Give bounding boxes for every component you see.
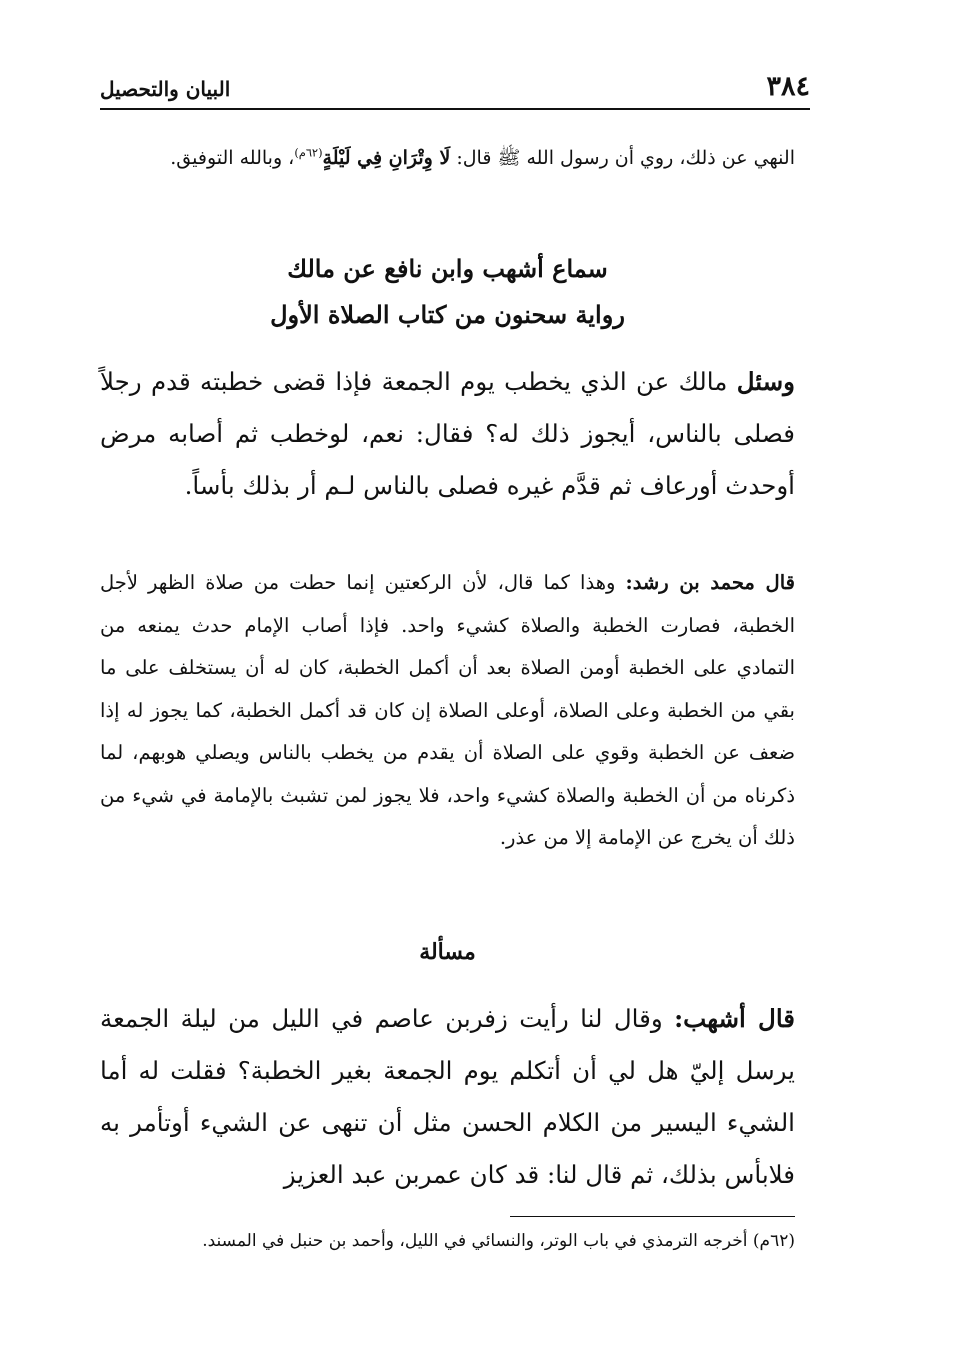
ashhab-text: وقال لنا رأيت زفربن عاصم في الليل من ليلة الجمعة يرسل إليّ هل لي أن أتكلم يوم الجمعة بغير الخطبة؟ فقلت له أما الشيء اليسير من الكلام الحسن مثل أن تنهى عن الشيء أوتأمر به فلابأس بذلك، ثم قال لنا: قد كان عمربن عبد العزيز (100, 1004, 795, 1189)
footnote-divider (510, 1216, 795, 1217)
footnote-marker: (٦٢م) (752, 1231, 795, 1251)
masala-heading: مسألة (419, 939, 476, 965)
intro-paragraph (100, 138, 795, 178)
commentary-paragraph (100, 562, 795, 860)
commentary-text: وهذا كما قال، لأن الركعتين إنما حطت من صلاة الظهر لأجل الخطبة، فصارت الخطبة والصلاة كشيء واحد. فإذا أصاب الإمام حدث يمنعه من التمادي على الخطبة أومن الصلاة بعد أن أكمل الخطبة، كان له أن يستخلف على ما بقي من الخطبة وعلى الصلاة، أوعلى الصلاة إن كان قد أكمل الخطبة، كما يجوز له إذا ضعف عن الخطبة وقوي على الصلاة أن يقدم من يخطب بالناس ويصلي هوبهم، لما ذكرناه من أن الخطبة والصلاة كشيء واحد، فلا يجوز لمن تشبث بالإمامة في شيء من ذلك أن يخرج عن الإمامة إلا من عذر. (100, 571, 795, 849)
section-heading-line-2: رواية سحنون من كتاب الصلاة الأول (270, 300, 625, 329)
hadith-quote: لَا وِتْرَانِ فِي لَيْلَةٍ (322, 147, 451, 169)
header-divider (100, 108, 810, 110)
commentary-lead: قال محمد بن رشد: (625, 571, 795, 594)
footnote (100, 1226, 795, 1256)
section-heading (100, 246, 795, 338)
page-number: ٣٨٤ (766, 71, 810, 102)
intro-text: النهي عن ذلك، روي أن رسول الله ﷺ قال: (450, 147, 795, 169)
running-title: البيان والتحصيل (100, 77, 231, 101)
ashhab-paragraph (100, 993, 795, 1201)
question-text: مالك عن الذي يخطب يوم الجمعة فإذا قضى خطبته قدم رجلاً فصلى بالناس، أيجوز ذلك له؟ فقال: نعم، لوخطب ثم أصابه مرض أوحدث أورعاف ثم قدَّم غيره فصلى بالناس لـم أر بذلك بأساً. (100, 367, 795, 500)
footnote-reference: (٦٢م) (294, 145, 323, 160)
ashhab-lead: قال أشهب: (674, 1004, 795, 1033)
intro-closing: ، وبالله التوفيق. (170, 147, 295, 169)
question-paragraph (100, 356, 795, 512)
page-header (100, 66, 810, 104)
footnote-text: أخرجه الترمذي في باب الوتر، والنسائي في الليل، وأحمد بن حنبل في المسند. (202, 1231, 753, 1251)
question-lead: وسئل (736, 367, 795, 396)
section-heading-line-1: سماع أشهب وابن نافع عن مالك (287, 254, 608, 283)
